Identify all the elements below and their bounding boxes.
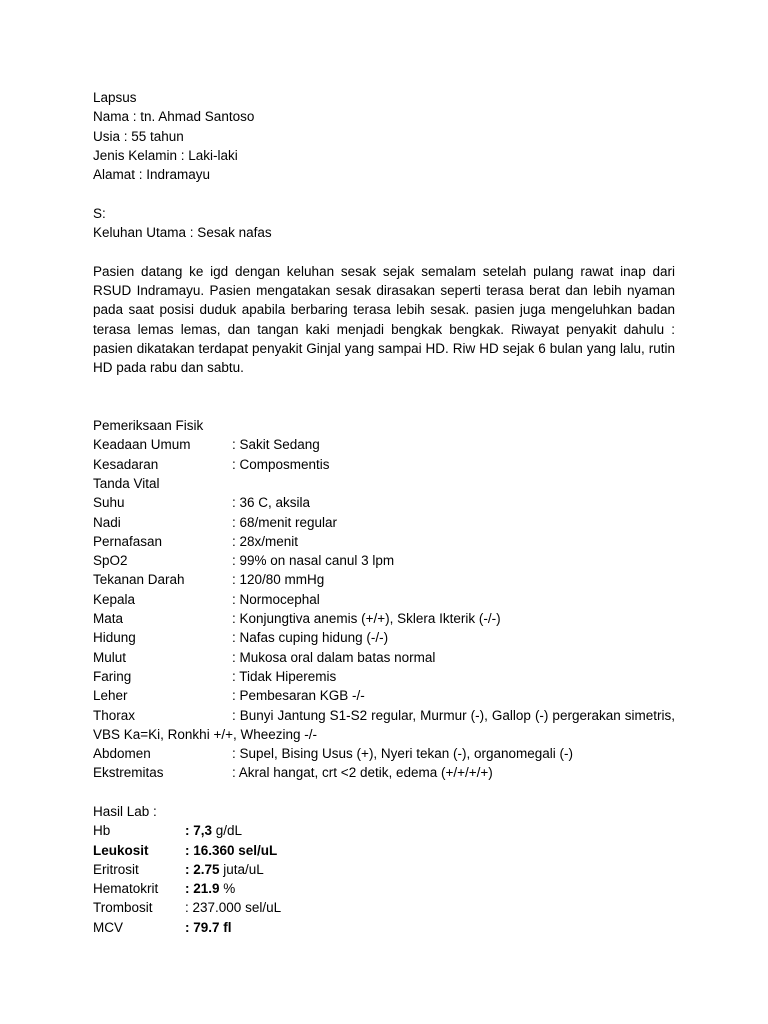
lab-number: 237.000 sel/uL [192, 900, 282, 916]
exam-label: Nadi [93, 514, 121, 530]
exam-label: Suhu [93, 495, 125, 511]
lab-label: Trombosit [93, 900, 153, 916]
document-page [93, 88, 675, 937]
lab-value [185, 860, 675, 879]
lab-label: Eritrosit [93, 861, 139, 877]
exam-value: : Pembesaran KGB -/- [232, 688, 365, 704]
lab-value [185, 821, 675, 840]
history-paragraph: Pasien datang ke igd dengan keluhan sesak sejak semalam setelah pulang rawat inap dari RSUD Indramayu. Pasien mengatakan sesak dirasakan seperti terasa berat dan lebih nyaman pada saat posisi duduk apabila berbaring terasa lebih sesak. pasien juga mengeluhkan badan terasa lemas lemas, dan tangan kaki menjadi bengkak bengkak. Riwayat penyakit dahulu : pasien dikatakan terdapat penyakit Ginjal yang sampai HD. Riw HD sejak 6 bulan yang lalu, rutin HD pada rabu dan sabtu. [93, 263, 675, 376]
physical-exam-heading: Pemeriksaan Fisik [93, 418, 204, 434]
lab-row-hematokrit [93, 879, 675, 898]
exam-label: Kesadaran [93, 456, 159, 472]
exam-row-mulut [93, 648, 675, 667]
exam-value: : Mukosa oral dalam batas normal [232, 649, 436, 665]
lab-number: 7,3 [193, 823, 213, 839]
lab-unit: juta/uL [219, 861, 264, 877]
exam-row-spo2 [93, 551, 675, 570]
lab-number: 16.360 sel/uL [193, 842, 278, 858]
exam-row-mata [93, 609, 675, 628]
exam-row-keadaan-umum [93, 435, 675, 454]
exam-label: Mata [93, 611, 124, 627]
exam-row-pernafasan [93, 532, 675, 551]
exam-value: : 99% on nasal canul 3 lpm [232, 553, 395, 569]
exam-value: : Normocephal [232, 591, 320, 607]
exam-row-nadi [93, 513, 675, 532]
exam-label: Leher [93, 688, 128, 704]
lab-value [185, 841, 675, 860]
lab-sep: : [185, 881, 194, 897]
exam-value: : Supel, Bising Usus (+), Nyeri tekan (-), organomegali (-) [232, 746, 573, 762]
lab-sep: : [185, 823, 194, 839]
lab-row-mcv [93, 918, 675, 937]
lab-unit: % [219, 881, 236, 897]
exam-row-thorax [93, 706, 675, 745]
exam-value: : Nafas cuping hidung (-/-) [232, 630, 389, 646]
subjective-label: S: [93, 205, 106, 221]
lab-number: 2.75 [193, 861, 220, 877]
lab-unit: g/dL [212, 823, 243, 839]
exam-label: Faring [93, 668, 132, 684]
exam-value: : Sakit Sedang [232, 437, 320, 453]
lab-number: 21.9 [193, 881, 220, 897]
lab-sep: : [185, 861, 194, 877]
exam-value: : Akral hangat, crt <2 detik, edema (+/+/+/+) [232, 765, 493, 781]
exam-value: : Bunyi Jantung S1-S2 regular, Murmur (-), Gallop (-) pergerakan simetris, VBS Ka=Ki, Ronkhi +/+, Wheezing -/- [93, 707, 675, 742]
lab-label: MCV [93, 919, 123, 935]
exam-value: : 28x/menit [232, 533, 299, 549]
chief-complaint: Keluhan Utama : Sesak nafas [93, 225, 272, 241]
exam-value: : Composmentis [232, 456, 330, 472]
lab-sep: : [185, 919, 194, 935]
exam-label: Keadaan Umum [93, 437, 191, 453]
exam-row-kesadaran [93, 455, 675, 474]
lab-row-hb [93, 821, 675, 840]
exam-label: Tekanan Darah [93, 572, 185, 588]
exam-label: Ekstremitas [93, 765, 164, 781]
vital-signs-heading: Tanda Vital [93, 475, 160, 491]
patient-age: Usia : 55 tahun [93, 128, 184, 144]
exam-row-hidung [93, 628, 675, 647]
exam-row-abdomen [93, 744, 675, 763]
exam-label: Hidung [93, 630, 136, 646]
exam-label: Kepala [93, 591, 136, 607]
exam-row-kepala [93, 590, 675, 609]
exam-label: Thorax [93, 707, 136, 723]
patient-sex: Jenis Kelamin : Laki-laki [93, 147, 238, 163]
exam-value: : 36 C, aksila [232, 495, 311, 511]
lab-label: Leukosit [93, 842, 149, 858]
lab-value [185, 879, 675, 898]
exam-value: : 120/80 mmHg [232, 572, 325, 588]
lab-number: 79.7 fl [193, 919, 232, 935]
exam-label: Mulut [93, 649, 127, 665]
exam-row-ekstremitas [93, 763, 675, 782]
lab-results-heading: Hasil Lab : [93, 803, 157, 819]
exam-row-tekanan-darah [93, 570, 675, 589]
lab-label: Hematokrit [93, 881, 159, 897]
exam-value: : Konjungtiva anemis (+/+), Sklera Ikterik (-/-) [232, 611, 501, 627]
lab-value [185, 918, 675, 937]
exam-label: SpO2 [93, 553, 128, 569]
patient-name: Nama : tn. Ahmad Santoso [93, 109, 255, 125]
exam-row-leher [93, 686, 675, 705]
document-title: Lapsus [93, 90, 137, 105]
exam-value: : 68/menit regular [232, 514, 338, 530]
patient-address: Alamat : Indramayu [93, 167, 211, 183]
lab-row-leukosit [93, 841, 675, 860]
lab-sep: : [185, 842, 194, 858]
exam-label: Pernafasan [93, 533, 163, 549]
lab-row-eritrosit [93, 860, 675, 879]
lab-label: Hb [93, 823, 111, 839]
exam-row-faring [93, 667, 675, 686]
exam-value: : Tidak Hiperemis [232, 668, 337, 684]
lab-value [185, 898, 675, 917]
lab-sep: : [185, 900, 193, 916]
exam-label: Abdomen [93, 746, 151, 762]
exam-row-suhu [93, 493, 675, 512]
lab-row-trombosit [93, 898, 675, 917]
